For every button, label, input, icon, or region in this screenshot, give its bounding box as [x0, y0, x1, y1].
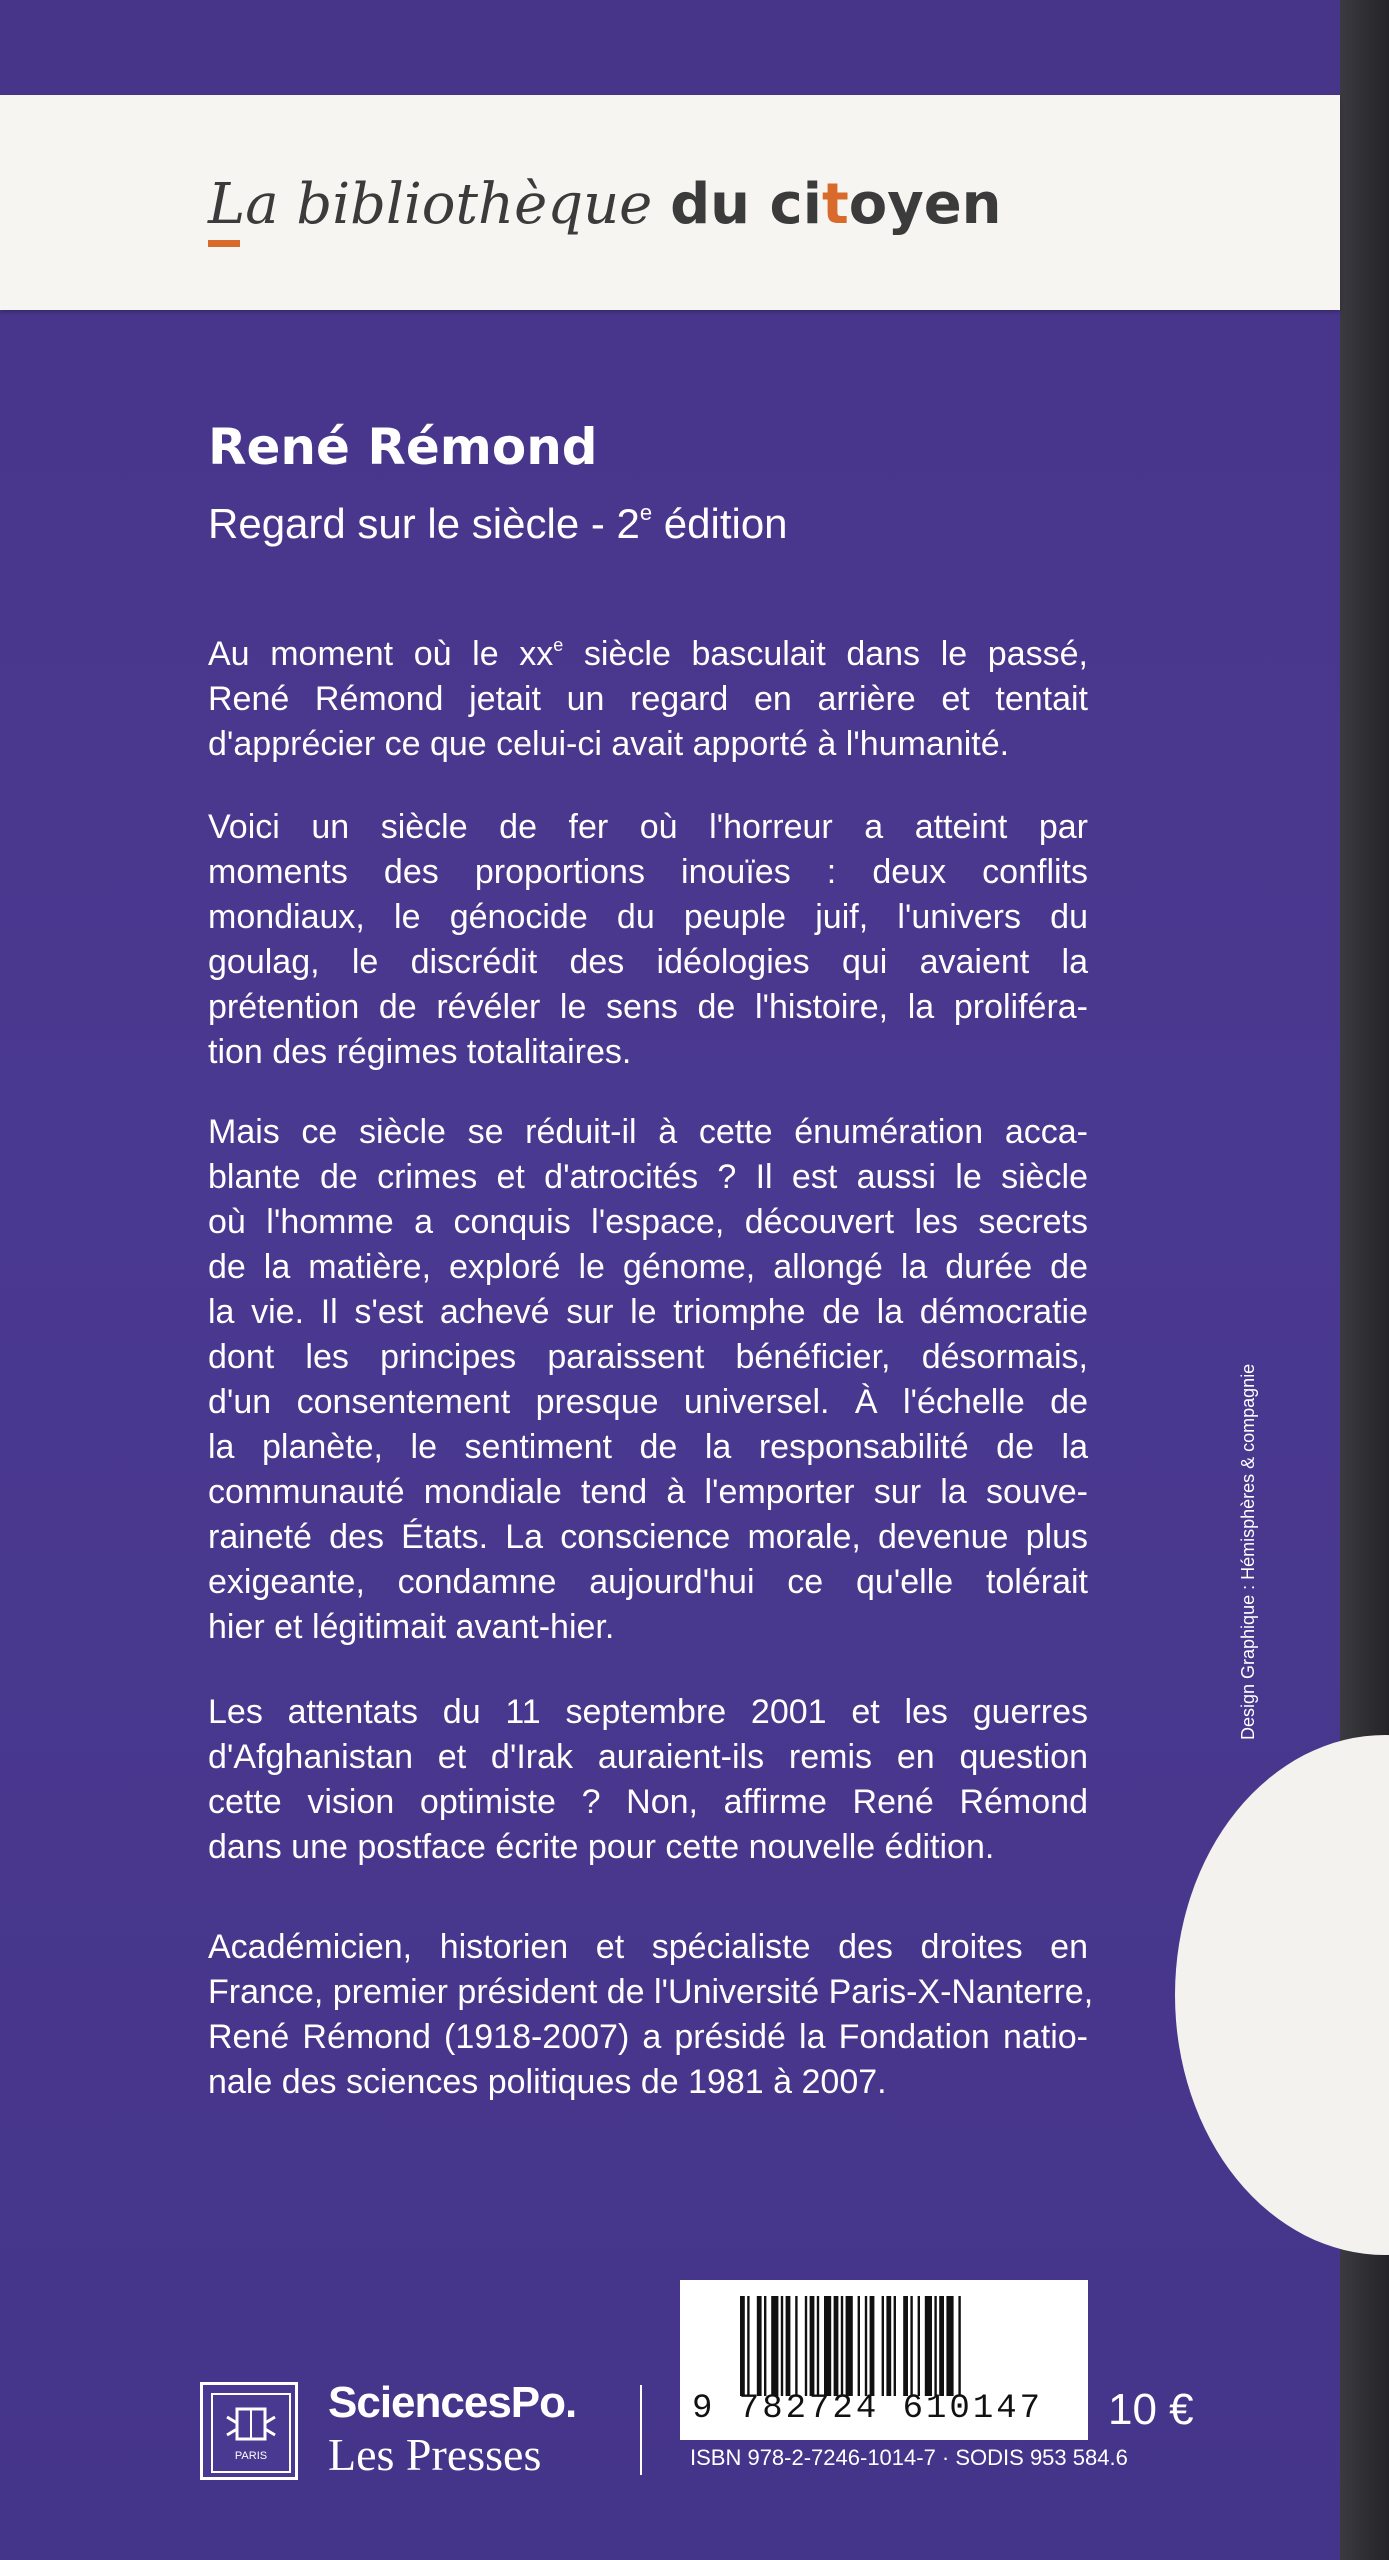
- paragraph-line: raineté des États. La conscience morale, devenue plus: [208, 1518, 1088, 1556]
- barcode-bars-icon: [740, 2296, 1066, 2396]
- publisher-divider: [640, 2385, 642, 2475]
- paragraph-line: d'un consentement presque universel. À l'échelle de: [208, 1383, 1088, 1421]
- paragraph-line: Voici un siècle de fer où l'horreur a atteint par: [208, 808, 1088, 846]
- paragraph-line: René Rémond jetait un regard en arrière et tentait: [208, 680, 1088, 718]
- collection-name-part1: La bibliothèque: [208, 172, 653, 237]
- paragraph-line: exigeante, condamne aujourd'hui ce qu'elle tolérait: [208, 1563, 1088, 1601]
- paragraph-line: d'Afghanistan et d'Irak auraient-ils remis en question: [208, 1738, 1088, 1776]
- paragraph-line: René Rémond (1918-2007) a présidé la Fondation natio-: [208, 2018, 1088, 2056]
- paragraph-line: Académicien, historien et spécialiste des droites en: [208, 1928, 1088, 1966]
- author-name: René Rémond: [208, 418, 598, 476]
- paragraph-1: [208, 623, 1088, 767]
- paragraph-line: prétention de révéler le sens de l'histoire, la proliféra-: [208, 988, 1088, 1026]
- publisher-seal-icon: [200, 2382, 298, 2480]
- paragraph-2: [208, 805, 1088, 1075]
- design-credit: Design Graphique : Hémisphères & compagnie: [1238, 1363, 1258, 1740]
- paragraph-line: cette vision optimiste ? Non, affirme René Rémond: [208, 1783, 1088, 1821]
- barcode: [680, 2280, 1088, 2440]
- paragraph-line: nale des sciences politiques de 1981 à 2007.: [208, 2063, 887, 2101]
- paragraph-line: communauté mondiale tend à l'emporter sur la souve-: [208, 1473, 1088, 1511]
- seal-inner-border: [211, 2393, 291, 2473]
- price-label: 10 €: [1108, 2385, 1194, 2434]
- paragraph-line: d'apprécier ce que celui-ci avait apporté à l'humanité.: [208, 725, 1010, 763]
- paragraph-line: dans une postface écrite pour cette nouvelle édition.: [208, 1828, 995, 1866]
- paragraph-line: la vie. Il s'est achevé sur le triomphe de la démocratie: [208, 1293, 1088, 1331]
- paragraph-3: [208, 1110, 1088, 1650]
- collection-name-part2: du citoyen: [670, 172, 1002, 237]
- seal-text: PARIS: [234, 2450, 268, 2462]
- paragraph-line: Les attentats du 11 septembre 2001 et les guerres: [208, 1693, 1088, 1731]
- paragraph-line: où l'homme a conquis l'espace, découvert les secrets: [208, 1203, 1088, 1241]
- seal-emblem-icon: [213, 2395, 289, 2471]
- paragraph-line: Au moment où le $xx^e$ siècle basculait dans le passé,: [208, 635, 1088, 673]
- paragraph-line: mondiaux, le génocide du peuple juif, l'univers du: [208, 898, 1088, 936]
- book-title: Regard sur le siècle - 2e édition: [208, 500, 788, 547]
- paragraph-line: dont les principes paraissent bénéficier, désormais,: [208, 1338, 1088, 1376]
- paragraph-line: la planète, le sentiment de la responsabilité de la: [208, 1428, 1088, 1466]
- paragraph-4: [208, 1690, 1088, 1870]
- collection-accent-mark: [208, 240, 240, 247]
- paragraph-line: tion des régimes totalitaires.: [208, 1033, 632, 1071]
- paragraph-line: goulag, le discrédit des idéologies qui avaient la: [208, 943, 1088, 981]
- paragraph-line: moments des proportions inouïes : deux conflits: [208, 853, 1088, 891]
- paragraph-line: Mais ce siècle se réduit-il à cette énumération acca-: [208, 1113, 1088, 1151]
- publisher-name-line2: Les Presses: [328, 2429, 542, 2480]
- isbn-line: ISBN 978-2-7246-1014-7 · SODIS 953 584.6: [690, 2445, 1128, 2470]
- paragraph-line: hier et légitimait avant-hier.: [208, 1608, 615, 1646]
- publisher-name-line1: SciencesPo.: [328, 2378, 577, 2427]
- paragraph-line: blante de crimes et d'atrocités ? Il est aussi le siècle: [208, 1158, 1088, 1196]
- author-bio: [208, 1925, 1094, 2105]
- paragraph-line: de la matière, exploré le génome, allongé la durée de: [208, 1248, 1088, 1286]
- barcode-digits: 9 782724 610147: [692, 2390, 1044, 2428]
- collection-name: [208, 172, 1002, 237]
- paragraph-line: France, premier président de l'Université Paris-X-Nanterre,: [208, 1973, 1094, 2011]
